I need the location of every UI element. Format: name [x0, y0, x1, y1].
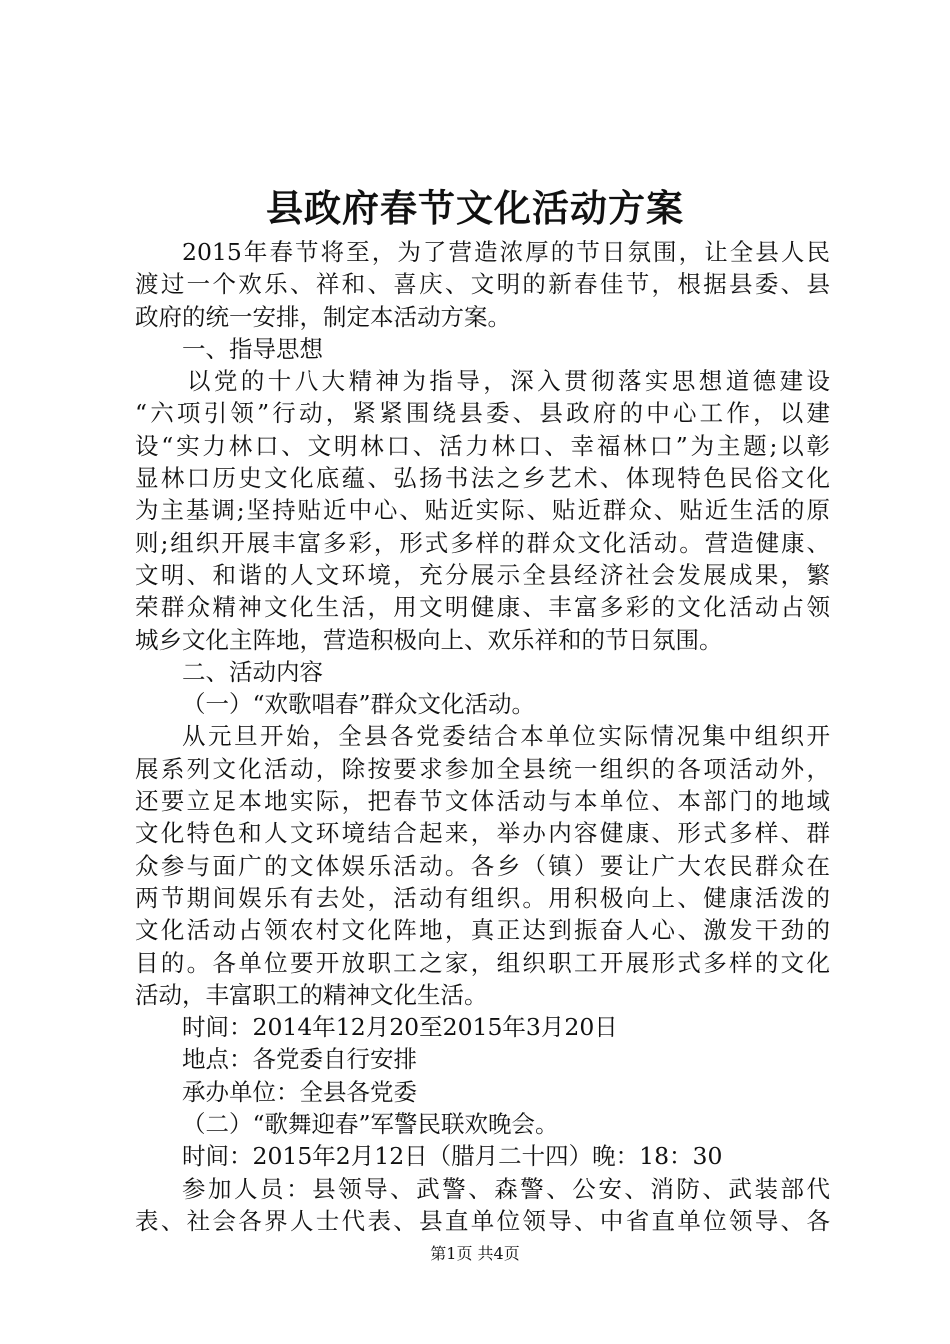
paragraph-line: 城乡文化主阵地，营造积极向上、欢乐祥和的节日氛围。: [135, 625, 723, 654]
paragraph-line: 文明、和谐的人文环境，充分展示全县经济社会发展成果，繁: [135, 560, 830, 589]
paragraph-line: 两节期间娱乐有去处，活动有组织。用积极向上、健康活泼的: [135, 883, 830, 912]
paragraph-line: 文化特色和人文环境结合起来，举办内容健康、形式多样、群: [135, 819, 830, 848]
paragraph-line: 目的。各单位要开放职工之家，组织职工开展形式多样的文化: [135, 948, 830, 977]
detail-line-location: 地点：各党委自行安排: [182, 1045, 417, 1074]
paragraph-line: 从元旦开始，全县各党委结合本单位实际情况集中组织开: [182, 722, 830, 751]
document-title: 县政府春节文化活动方案: [266, 186, 684, 230]
paragraph-line: 表、社会各界人士代表、县直单位领导、中省直单位领导、各: [135, 1206, 830, 1235]
detail-line-time: 时间：2015年2月12日（腊月二十四）晚：18：30: [182, 1142, 723, 1171]
document-body: [135, 236, 830, 1237]
paragraph-line: “六项引领”行动，紧紧围绕县委、县政府的中心工作，以建: [135, 399, 830, 428]
paragraph-line: 显林口历史文化底蕴、弘扬书法之乡艺术、体现特色民俗文化: [135, 464, 830, 493]
subsection-heading: （一）“欢歌唱春”群众文化活动。: [182, 690, 536, 719]
paragraph-line: 政府的统一安排，制定本活动方案。: [135, 302, 511, 331]
paragraph-line: 设“实力林口、文明林口、活力林口、幸福林口”为主题;以彰: [135, 431, 830, 460]
paragraph-line: 活动，丰富职工的精神文化生活。: [135, 980, 488, 1009]
detail-line-organizer: 承办单位：全县各党委: [182, 1077, 417, 1106]
paragraph-line: 以党的十八大精神为指导，深入贯彻落实思想道德建设: [187, 367, 830, 396]
paragraph-line: 还要立足本地实际，把春节文体活动与本单位、本部门的地域: [135, 787, 830, 816]
page-number-footer: 第1页 共4页: [430, 1244, 520, 1263]
paragraph-line: 则;组织开展丰富多彩，形式多样的群众文化活动。营造健康、: [135, 528, 830, 557]
paragraph-line: 为主基调;坚持贴近中心、贴近实际、贴近群众、贴近生活的原: [135, 496, 830, 525]
paragraph-line: 2015年春节将至，为了营造浓厚的节日氛围，让全县人民: [182, 238, 830, 266]
paragraph-line: 展系列文化活动，除按要求参加全县统一组织的各项活动外，: [135, 754, 830, 783]
section-heading: 二、活动内容: [182, 657, 323, 686]
paragraph-line: 文化活动占领农村文化阵地，真正达到振奋人心、激发干劲的: [135, 916, 830, 945]
section-heading: 一、指导思想: [182, 334, 323, 363]
paragraph-line: 渡过一个欢乐、祥和、喜庆、文明的新春佳节，根据县委、县: [135, 270, 830, 299]
detail-line-time: 时间：2014年12月20至2015年3月20日: [182, 1013, 618, 1042]
detail-line-participants: 参加人员：县领导、武警、森警、公安、消防、武装部代: [182, 1174, 830, 1203]
paragraph-line: 荣群众精神文化生活，用文明健康、丰富多彩的文化活动占领: [135, 593, 830, 622]
paragraph-line: 众参与面广的文体娱乐活动。各乡（镇）要让广大农民群众在: [135, 851, 830, 880]
subsection-heading: （二）“歌舞迎春”军警民联欢晚会。: [182, 1110, 559, 1139]
